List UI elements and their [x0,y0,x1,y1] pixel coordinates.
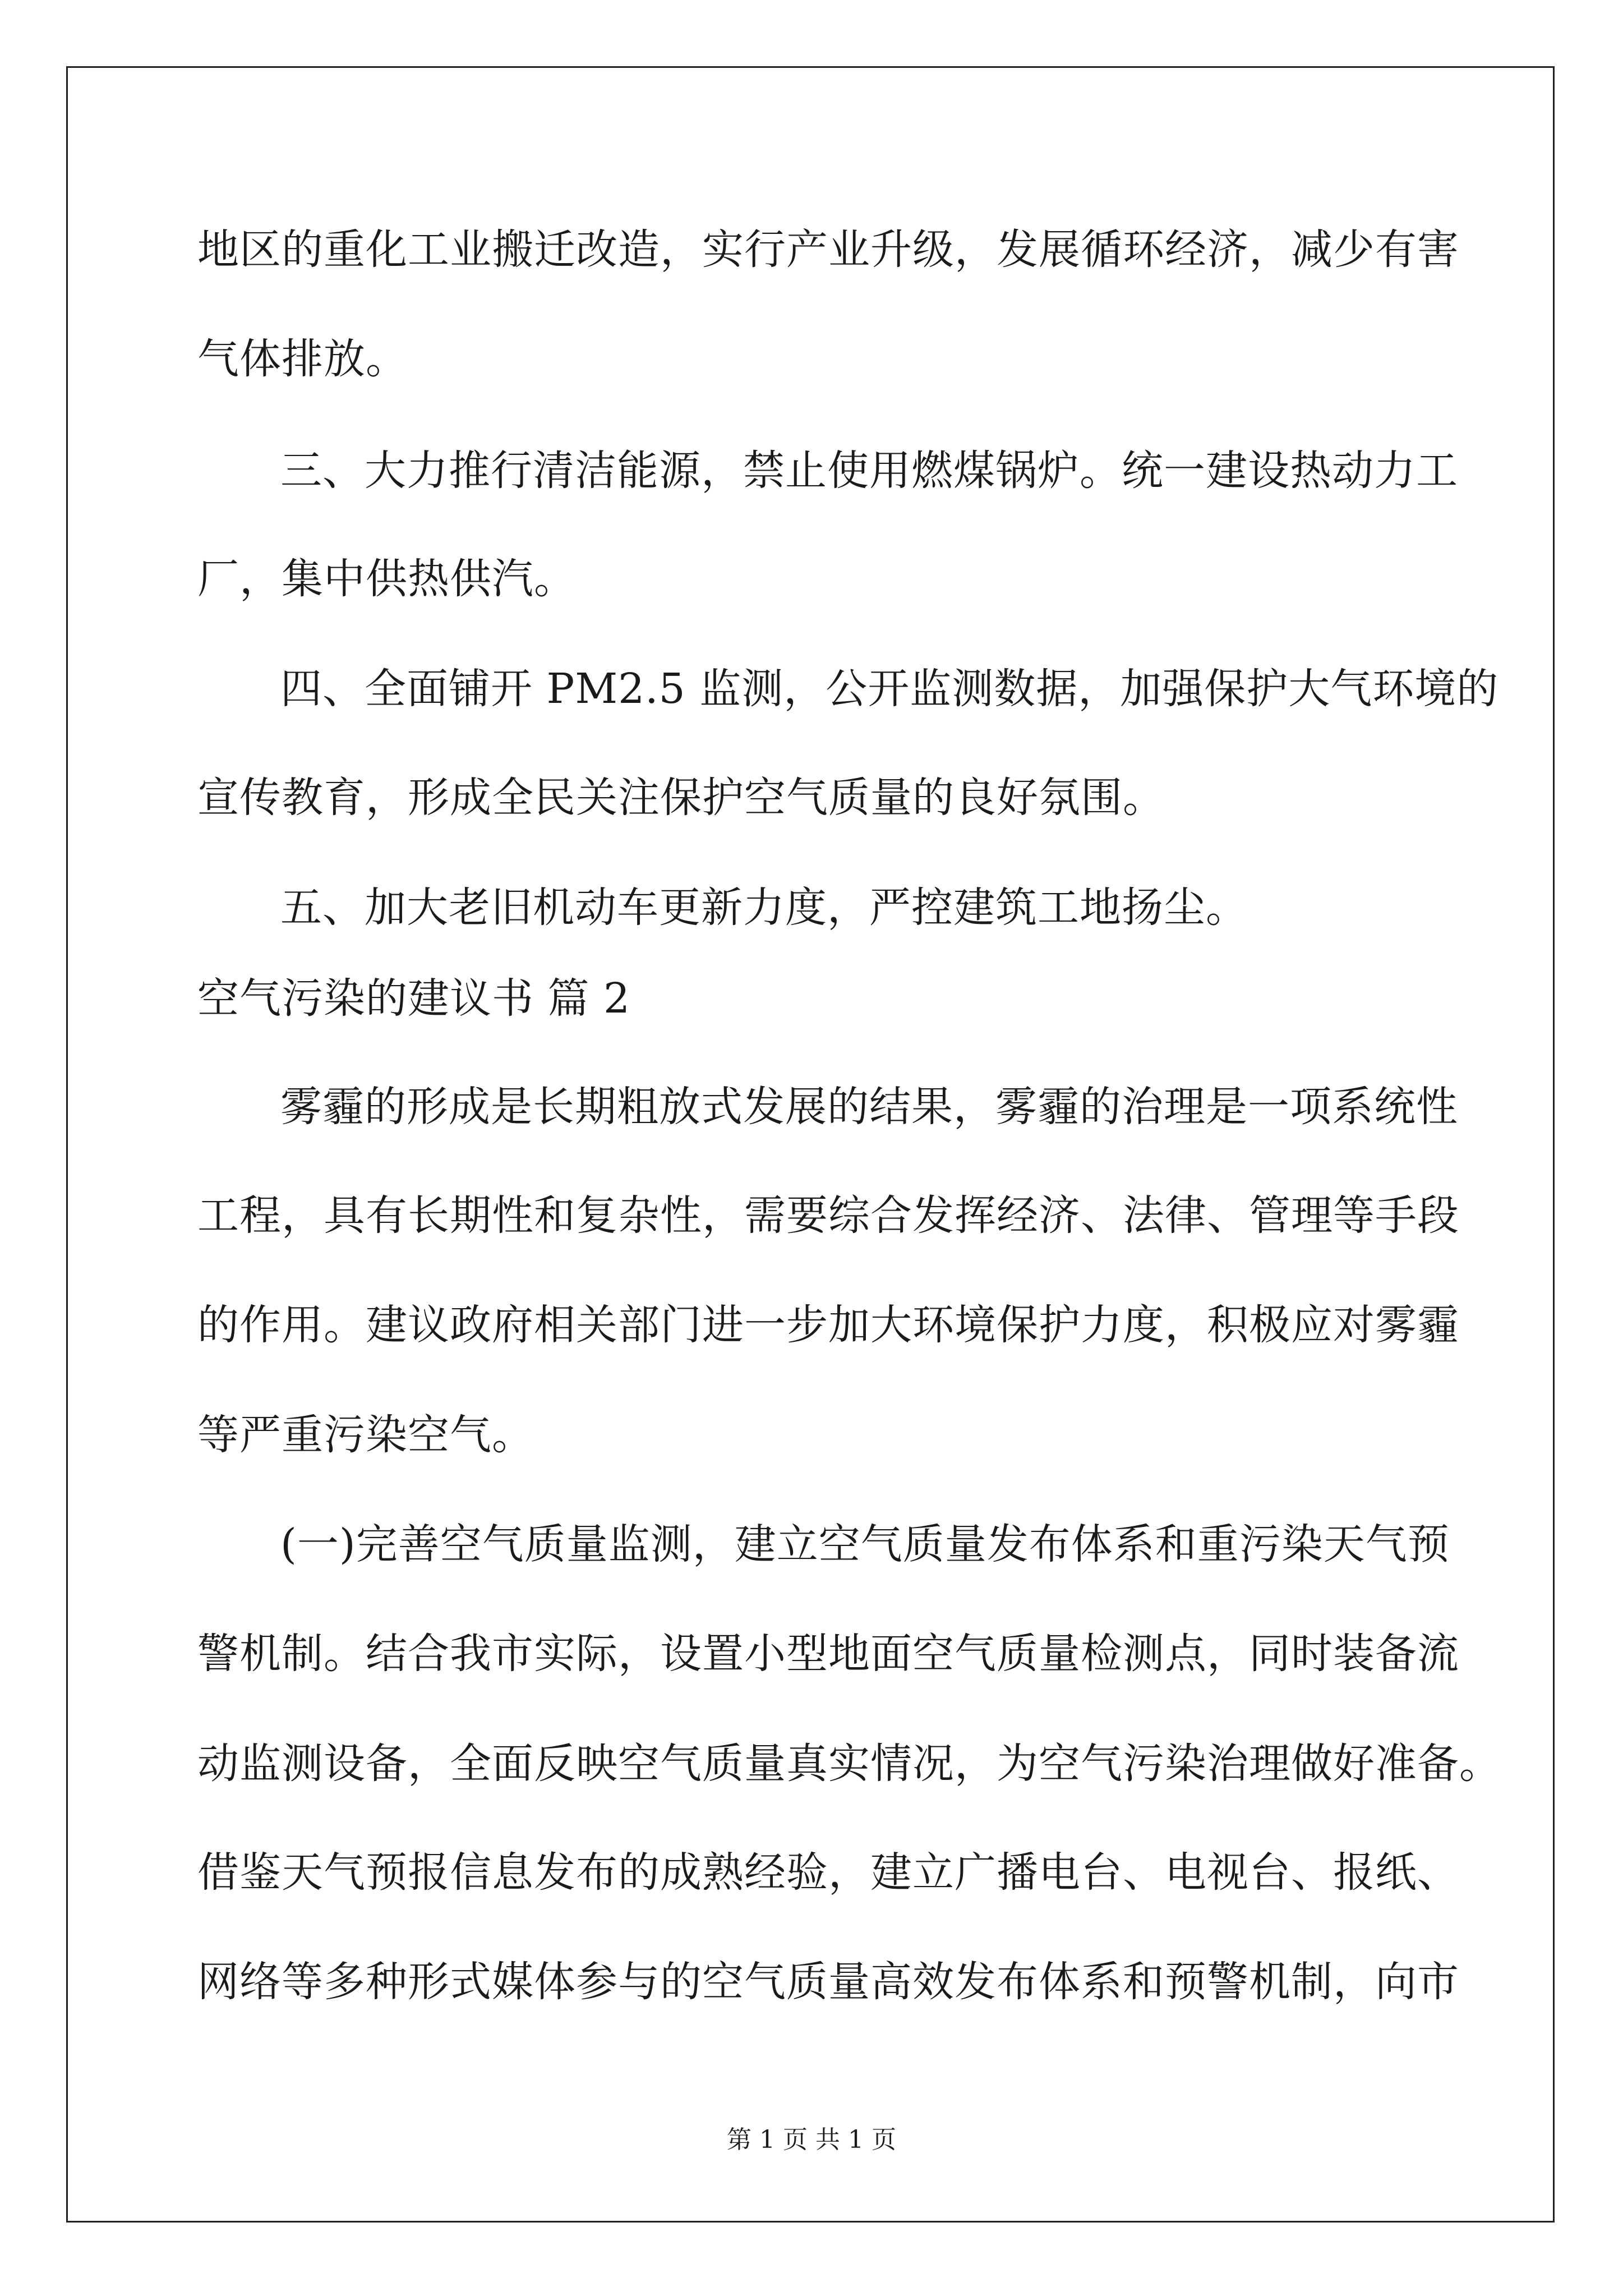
body-text-line: 网络等多种形式媒体参与的空气质量高效发布体系和预警机制，向市 [197,1958,1459,2006]
section-heading: 空气污染的建议书 篇 2 [197,974,631,1023]
paragraph-start-line: 雾霾的形成是长期粗放式发展的结果，雾霾的治理是一项系统性 [280,1083,1458,1131]
body-text-line: 借鉴天气预报信息发布的成熟经验，建立广播电台、电视台、报纸、 [197,1848,1459,1897]
page-footer: 第 1 页 共 1 页 [727,2125,896,2154]
paragraph-start-line: (一)完善空气质量监测，建立空气质量发布体系和重污染天气预 [280,1520,1450,1568]
body-text-line: 等严重污染空气。 [197,1411,534,1459]
body-text-line: 工程，具有长期性和复杂性，需要综合发挥经济、法律、管理等手段 [197,1191,1459,1240]
body-text-line: 地区的重化工业搬迁改造，实行产业升级，发展循环经济，减少有害 [197,226,1459,274]
paragraph-start-line: 四、全面铺开 PM2.5 监测，公开监测数据，加强保护大气环境的 [280,665,1499,713]
page-border [66,66,1555,2223]
body-text-line: 警机制。结合我市实际，设置小型地面空气质量检测点，同时装备流 [197,1630,1459,1678]
body-text-line: 气体排放。 [197,335,408,383]
body-text-line: 动监测设备，全面反映空气质量真实情况，为空气污染治理做好准备。 [197,1740,1501,1788]
paragraph-start-line: 五、加大老旧机动车更新力度，严控建筑工地扬尘。 [280,884,1248,932]
body-text-line: 宣传教育，形成全民关注保护空气质量的良好氛围。 [197,774,1165,822]
paragraph-start-line: 三、大力推行清洁能源，禁止使用燃煤锅炉。统一建设热动力工 [280,447,1458,495]
body-text-line: 的作用。建议政府相关部门进一步加大环境保护力度，积极应对雾霾 [197,1301,1459,1349]
body-text-line: 厂，集中供热供汽。 [197,555,576,603]
